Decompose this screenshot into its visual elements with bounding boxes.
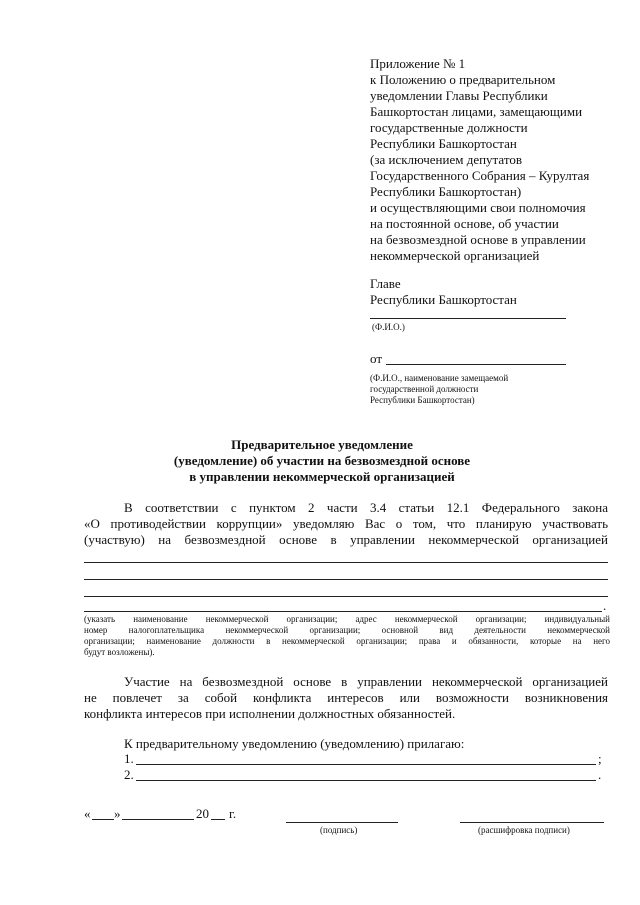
appendix-line: на безвозмездной основе в управлении (370, 232, 586, 247)
addressee-fio-line (370, 318, 566, 319)
appendix-line: Республики Башкортостан) (370, 184, 522, 199)
hint-line: организации; наименование должности в некоммерческой организации; права и обязанности, которые на него (84, 636, 610, 646)
addressee-fio-caption: (Ф.И.О.) (372, 322, 405, 332)
signature-decoding-line[interactable] (460, 822, 604, 823)
attachment-1-end: ; (598, 751, 602, 766)
appendix-line: к Положению о предварительном (370, 72, 556, 87)
attachment-1-line[interactable] (136, 764, 596, 765)
signature-line[interactable] (286, 822, 398, 823)
attachment-2-end: . (598, 767, 602, 782)
notice-line: (участвую) на безвозмездной основе в управлении некоммерческой организацией (84, 532, 608, 547)
conflict-line: конфликта интересов при исполнении должностных обязанностей. (84, 706, 456, 721)
date-close-quote: » (114, 806, 121, 821)
title-line: в управлении некоммерческой организацией (189, 469, 455, 484)
organization-fill-line[interactable] (84, 579, 608, 580)
signature-decoding-caption: (расшифровка подписи) (478, 825, 570, 835)
addressee-name: Республики Башкортостан (370, 292, 517, 307)
from-caption-line: государственной должности (370, 384, 479, 394)
organization-end-mark: . (603, 598, 607, 613)
appendix-line: уведомлении Главы Республики (370, 88, 548, 103)
appendix-line: государственные должности (370, 120, 528, 135)
attachment-2-line[interactable] (136, 780, 596, 781)
attachments-intro: К предварительному уведомлению (уведомлению) прилагаю: (124, 736, 465, 751)
organization-hint (84, 614, 610, 658)
notice-paragraph (84, 500, 608, 548)
organization-fill-line[interactable] (84, 596, 608, 597)
conflict-line: Участие на безвозмездной основе в управлении некоммерческой организацией (124, 674, 608, 689)
date-day-line[interactable] (92, 819, 114, 820)
appendix-line: (за исключением депутатов (370, 152, 522, 167)
appendix-line: Башкортостан лицами, замещающими (370, 104, 583, 119)
title-line: Предварительное уведомление (231, 437, 413, 452)
signature-caption: (подпись) (320, 825, 358, 835)
date-month-line[interactable] (122, 819, 194, 820)
date-year-suffix: г. (229, 806, 237, 821)
appendix-line: и осуществляющими свои полномочия (370, 200, 586, 215)
appendix-line: Государственного Собрания – Курултая (370, 168, 590, 183)
appendix-line: некоммерческой организацией (370, 248, 540, 263)
hint-line: номер налогоплательщика некоммерческой организации; основной вид деятельности некоммерческой (84, 625, 610, 635)
from-caption (370, 373, 508, 406)
date-open-quote: « (84, 806, 91, 821)
from-label: от (370, 351, 383, 366)
date-year-line[interactable] (211, 819, 225, 820)
hint-line: (указать наименование некоммерческой организации; адрес некоммерческой организации; индивидуальный (84, 614, 610, 624)
conflict-paragraph (84, 674, 608, 722)
notice-line: «О противодействии коррупции» уведомляю Вас о том, что планирую участвовать (84, 516, 608, 531)
from-line (386, 364, 566, 365)
attachment-2-number: 2. (124, 767, 134, 782)
attachment-1-number: 1. (124, 751, 134, 766)
appendix-block (370, 56, 630, 264)
organization-fill-line[interactable] (84, 562, 608, 563)
addressee-title: Главе (370, 276, 401, 291)
appendix-line: Приложение № 1 (370, 56, 466, 71)
appendix-line: Республики Башкортостан (370, 136, 517, 151)
conflict-line: не повлечет за собой конфликта интересов или возможности возникновения (84, 690, 608, 705)
title-line: (уведомление) об участии на безвозмездной основе (173, 453, 471, 468)
document-title (80, 437, 564, 485)
from-caption-line: (Ф.И.О., наименование замещаемой (370, 373, 509, 383)
organization-fill-line[interactable] (84, 611, 602, 612)
appendix-line: на постоянной основе, об участии (370, 216, 559, 231)
date-year-prefix: 20 (196, 806, 209, 821)
from-caption-line: Республики Башкортостан) (370, 395, 475, 405)
hint-line: будут возложены). (84, 647, 155, 657)
notice-line: В соответствии с пунктом 2 части 3.4 статьи 12.1 Федерального закона (124, 500, 608, 515)
